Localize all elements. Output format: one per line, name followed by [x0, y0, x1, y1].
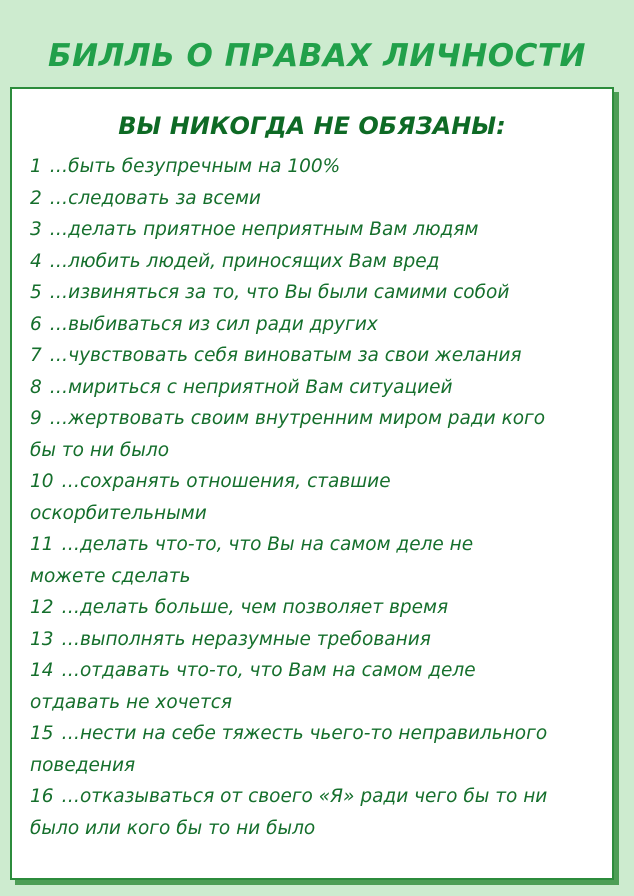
item-text: …любить людей, приносящих Вам вред: [49, 250, 440, 272]
item-number: 1: [30, 156, 42, 177]
item-number: 5: [30, 282, 42, 303]
item-text: …выбиваться из сил ради других: [49, 313, 378, 335]
item-text: …делать приятное неприятным Вам людям: [49, 219, 479, 240]
item-text: …сохранять отношения, ставшие: [61, 471, 391, 492]
list-item-continuation: [30, 561, 604, 593]
list-item: [30, 781, 604, 813]
item-text: …нести на себе тяжесть чьего-то неправильного: [61, 723, 548, 744]
item-text: …выполнять неразумные требования: [61, 628, 431, 650]
item-number: 15: [30, 723, 54, 744]
item-text: отдавать не хочется: [30, 691, 233, 713]
item-text: …быть безупречным на 100%: [49, 156, 341, 177]
list-item: [30, 529, 604, 561]
list-item-continuation: [30, 687, 604, 719]
item-number: 8: [30, 376, 42, 398]
item-number: 10: [30, 471, 54, 492]
list-item: [30, 655, 604, 687]
list-item: [30, 183, 604, 215]
item-text: …жертвовать своим внутренним миром ради кого: [49, 408, 546, 429]
item-number: 6: [30, 313, 42, 335]
list-item: [30, 246, 604, 278]
item-text: …следовать за всеми: [49, 187, 261, 209]
list-item: [30, 592, 604, 624]
item-number: 11: [30, 534, 54, 555]
list-item: [30, 372, 604, 404]
item-number: 14: [30, 660, 54, 681]
item-number: 13: [30, 628, 54, 650]
list-item: [30, 151, 604, 183]
list-item-continuation: [30, 750, 604, 782]
list-item-continuation: [30, 435, 604, 467]
list-item: [30, 277, 604, 309]
item-text: поведения: [30, 754, 136, 776]
rights-card: [10, 87, 614, 880]
item-text: оскорбительными: [30, 502, 207, 524]
list-item: [30, 624, 604, 656]
list-item: [30, 340, 604, 372]
list-item: [30, 214, 604, 246]
list-item: [30, 309, 604, 341]
item-number: 16: [30, 786, 54, 807]
item-number: 2: [30, 187, 42, 209]
item-text: …мириться с неприятной Вам ситуацией: [49, 376, 453, 398]
list-item: [30, 466, 604, 498]
list-item: [30, 403, 604, 435]
item-text: …делать что-то, что Вы на самом деле не: [61, 534, 474, 555]
item-text: …отдавать что-то, что Вам на самом деле: [61, 660, 476, 681]
item-number: 4: [30, 250, 42, 272]
item-text: …извиняться за то, что Вы были самими собой: [49, 282, 510, 303]
rights-list: [30, 151, 604, 844]
item-number: 9: [30, 408, 42, 429]
item-text: бы то ни было: [30, 439, 170, 461]
item-text: …чувствовать себя виноватым за свои желания: [49, 345, 522, 366]
item-number: 12: [30, 597, 54, 618]
item-number: 3: [30, 219, 42, 240]
list-item: [30, 718, 604, 750]
page-title: БИЛЛЬ О ПРАВАХ ЛИЧНОСТИ: [48, 38, 586, 74]
item-text: …делать больше, чем позволяет время: [61, 597, 449, 618]
item-text: было или кого бы то ни было: [30, 817, 316, 839]
item-text: можете сделать: [30, 565, 191, 587]
list-heading: ВЫ НИКОГДА НЕ ОБЯЗАНЫ:: [118, 112, 506, 140]
list-item-continuation: [30, 498, 604, 530]
item-text: …отказываться от своего «Я» ради чего бы то ни: [61, 786, 548, 807]
item-number: 7: [30, 345, 42, 366]
list-item-continuation: [30, 813, 604, 845]
